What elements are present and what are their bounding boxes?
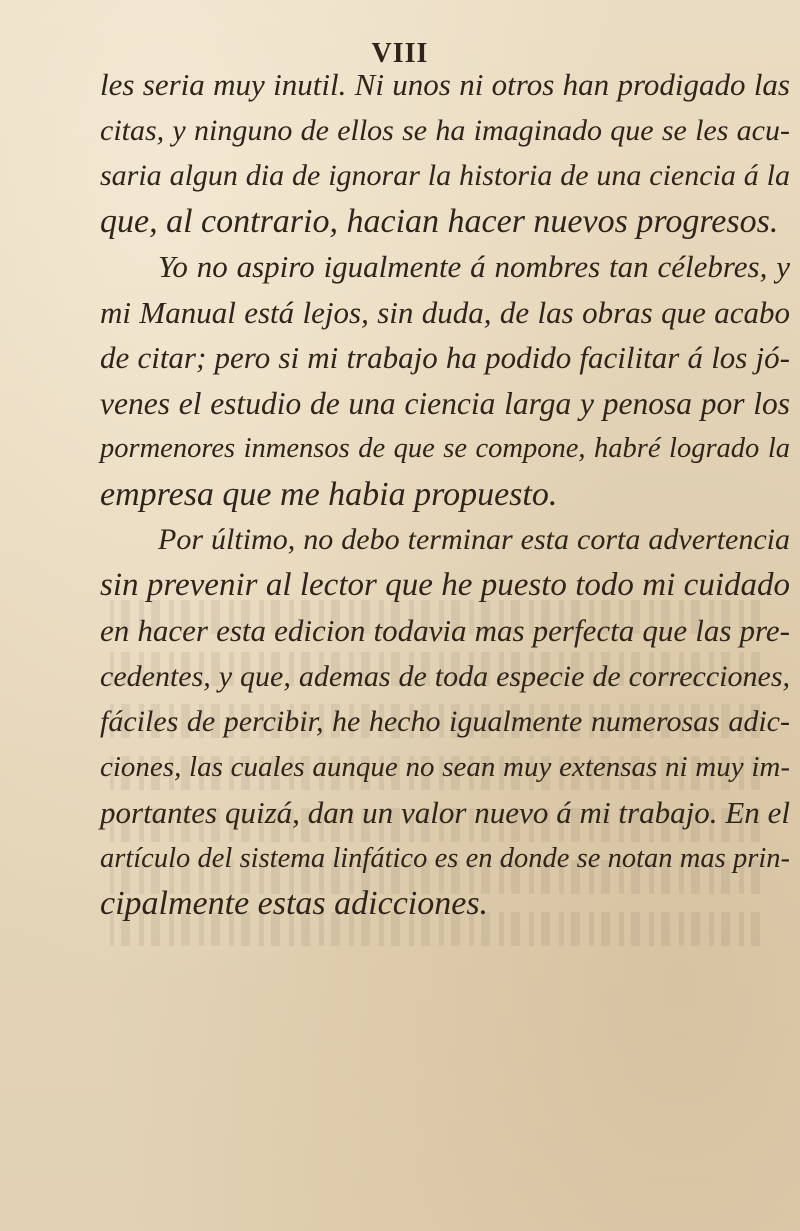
page-number: VIII [371,38,429,69]
text-line: artículo del sistema linfático es en donde se notan mas prin- [100,842,790,874]
text-line: cipalmente estas adicciones. [100,885,489,922]
text-line: Por último, no debo terminar esta corta advertencia [158,523,790,556]
text-line: Yo no aspiro igualmente á nombres tan célebres, y [158,249,790,284]
text-line: cedentes, y que, ademas de toda especie de correcciones, [100,659,790,693]
text-line: de citar; pero si mi trabajo ha podido facilitar á los jó- [100,340,790,375]
text-line: pormenores inmensos de que se compone, habré logrado la [100,433,790,464]
text-line: que, al contrario, hacian hacer nuevos progresos. [100,202,779,240]
text-line: ciones, las cuales aunque no sean muy extensas ni muy im- [100,750,790,783]
text-line: venes el estudio de una ciencia larga y penosa por los [100,385,790,421]
text-line: fáciles de percibir, he hecho igualmente numerosas adic- [100,705,790,738]
text-line: en hacer esta edicion todavia mas perfecta que las pre- [100,613,790,648]
text-line: portantes quizá, dan un valor nuevo á mi trabajo. En el [100,795,790,830]
body-text [100,62,790,927]
text-line: empresa que me habia propuesto. [100,475,558,513]
text-line: citas, y ninguno de ellos se ha imaginado que se les acu- [100,113,790,147]
text-line: les seria muy inutil. Ni unos ni otros han prodigado las [100,67,790,102]
text-line: mi Manual está lejos, sin duda, de las obras que acabo [100,294,790,330]
text-line: sin prevenir al lector que he puesto todo mi cuidado [100,566,790,603]
text-line: saria algun dia de ignorar la historia de una ciencia á la [100,159,790,192]
